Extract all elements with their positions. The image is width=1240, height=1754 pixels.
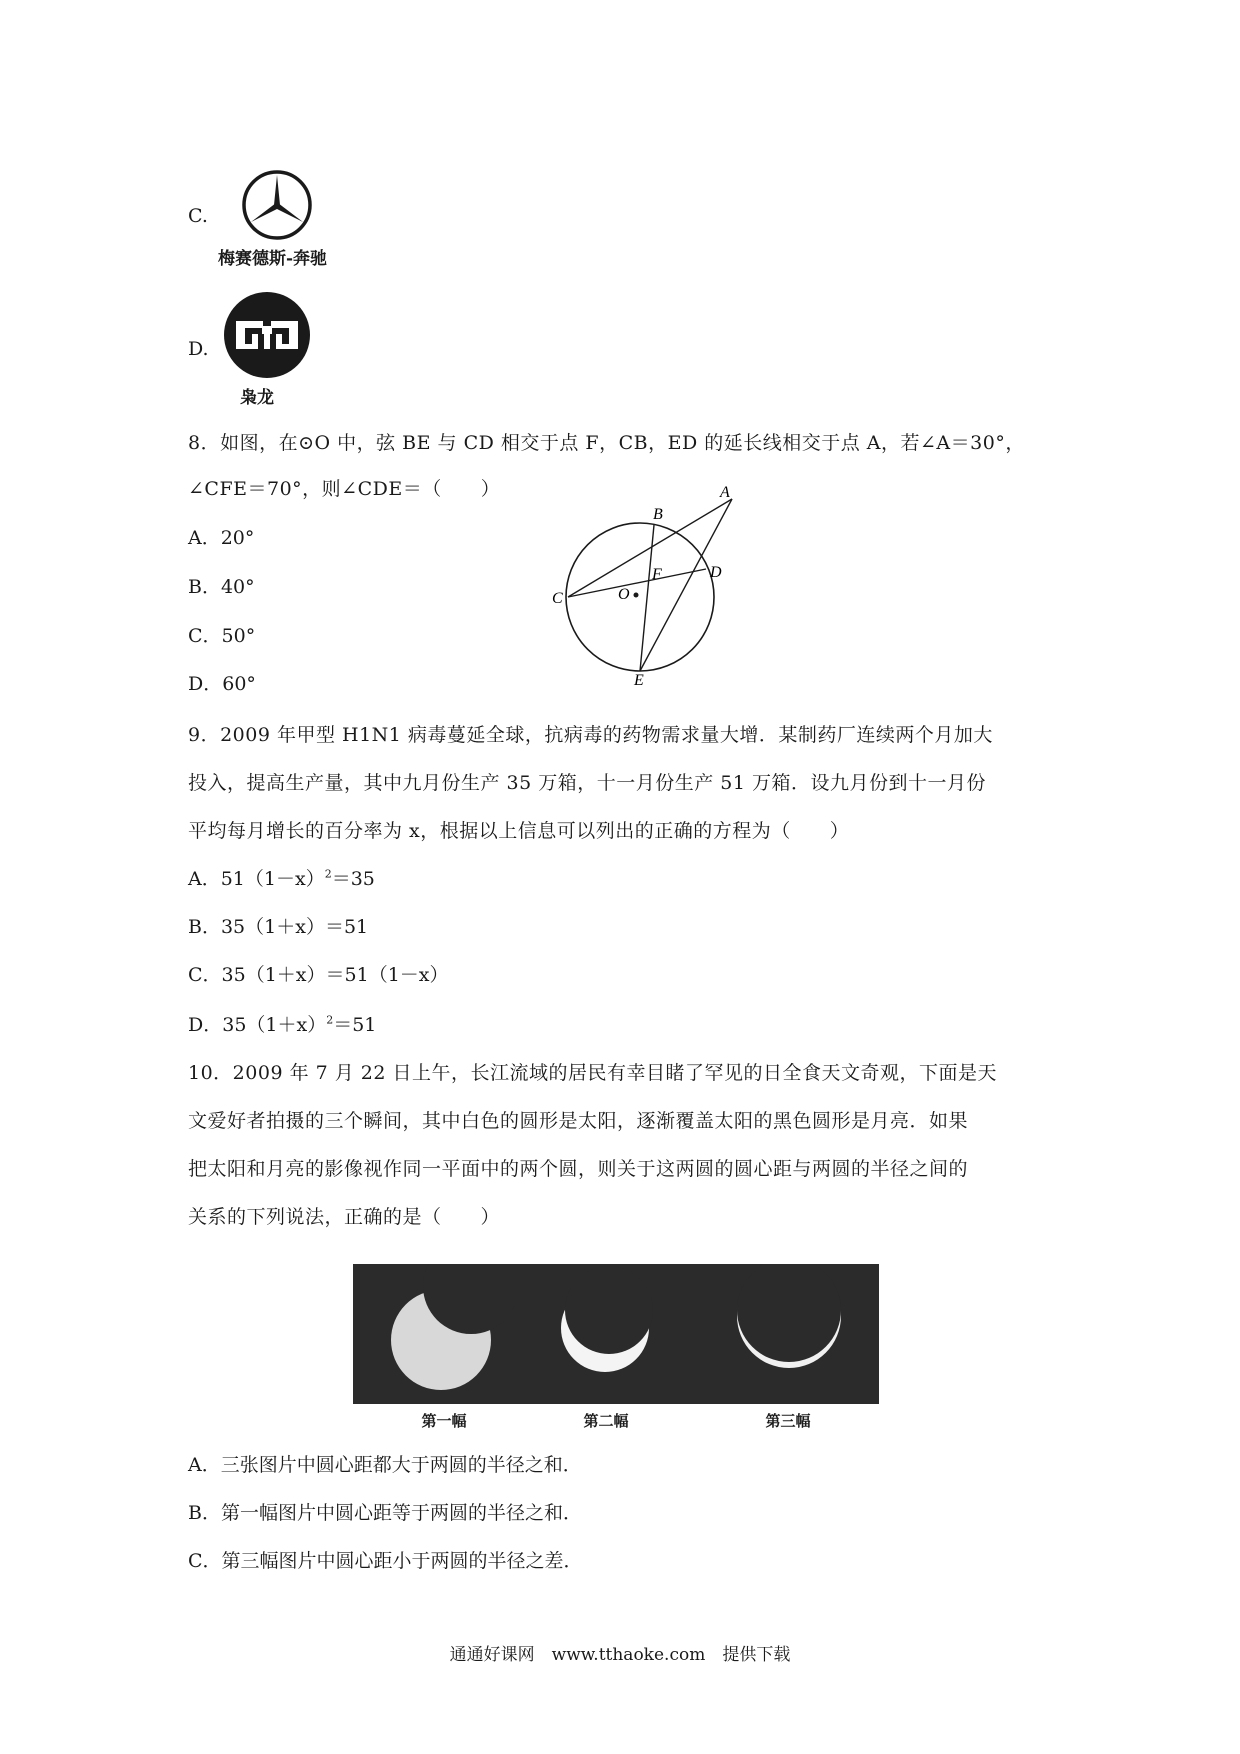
q8-label-c: C <box>552 590 563 607</box>
q8-option-a: A．20° <box>188 527 255 549</box>
q8-label-f: F <box>652 566 662 583</box>
eclipse-photo-2 <box>515 1264 697 1404</box>
q9-option-b: B．35（1＋x）＝51 <box>188 916 369 938</box>
q8-label-e: E <box>634 672 644 685</box>
q8-stem-line-1: 8．如图，在⊙O 中，弦 BE 与 CD 相交于点 F，CB，ED 的延长线相交于点 A，若∠A＝30°， <box>188 432 1025 454</box>
q10-stem-line-2: 文爱好者拍摄的三个瞬间，其中白色的圆形是太阳，逐渐覆盖太阳的黑色圆形是月亮．如果 <box>188 1110 969 1132</box>
eclipse-photo-3 <box>697 1264 879 1404</box>
q10-stem-line-3: 把太阳和月亮的影像视作同一平面中的两个圆，则关于这两圆的圆心距与两圆的半径之间的 <box>188 1158 969 1180</box>
eclipse-caption-1: 第一幅 <box>421 1412 467 1430</box>
q8-label-d: D <box>710 564 722 581</box>
q9-stem-line-3: 平均每月增长的百分率为 x，根据以上信息可以列出的正确的方程为（ ） <box>188 820 850 842</box>
q9-stem-line-2: 投入，提高生产量，其中九月份生产 35 万箱，十一月份生产 51 万箱．设九月份到十一月份 <box>188 772 987 794</box>
q8-label-b: B <box>653 506 663 523</box>
q9-stem-line-1: 9．2009 年甲型 H1N1 病毒蔓延全球，抗病毒的药物需求量大增．某制药厂连续两个月加大 <box>188 724 993 746</box>
eclipse-caption-2: 第二幅 <box>583 1412 629 1430</box>
q10-stem-line-4: 关系的下列说法，正确的是（ ） <box>188 1206 501 1228</box>
q8-label-o: O <box>618 586 630 603</box>
xiaolong-logo-icon <box>222 290 312 384</box>
eclipse-caption-3: 第三幅 <box>765 1412 811 1430</box>
q10-option-c: C．第三幅图片中圆心距小于两圆的半径之差． <box>188 1550 583 1572</box>
q9-option-c: C．35（1＋x）＝51（1－x） <box>188 964 449 986</box>
q8-label-a: A <box>720 485 730 501</box>
page-footer: 通通好课网 www.tthaoke.com 提供下载 <box>449 1645 791 1665</box>
q10-option-a: A．三张图片中圆心距都大于两圆的半径之和． <box>188 1454 582 1476</box>
q8-option-b: B．40° <box>188 576 255 598</box>
q10-option-b: B．第一幅图片中圆心距等于两圆的半径之和． <box>188 1502 582 1524</box>
q7-option-c-letter: C. <box>188 205 208 227</box>
q7-option-c-caption: 梅赛德斯-奔驰 <box>218 249 328 269</box>
q8-option-d: D．60° <box>188 673 256 695</box>
q10-stem-line-1: 10．2009 年 7 月 22 日上午，长江流域的居民有幸目睹了罕见的日全食天文奇观，下面是天 <box>188 1062 997 1084</box>
q7-option-d-letter: D. <box>188 338 209 360</box>
q8-stem-line-2: ∠CFE＝70°，则∠CDE＝（ ） <box>188 478 501 500</box>
q8-circle-figure <box>550 485 770 689</box>
eclipse-photo-1 <box>353 1264 535 1404</box>
q7-option-d-caption: 枭龙 <box>240 388 274 408</box>
q9-option-a: A．$51(1-x)^2=35$ <box>188 867 375 890</box>
q8-option-c: C．50° <box>188 625 256 647</box>
q9-option-d: D．$35(1+x)^2=51$ <box>188 1013 377 1036</box>
mercedes-logo-icon <box>240 168 314 246</box>
